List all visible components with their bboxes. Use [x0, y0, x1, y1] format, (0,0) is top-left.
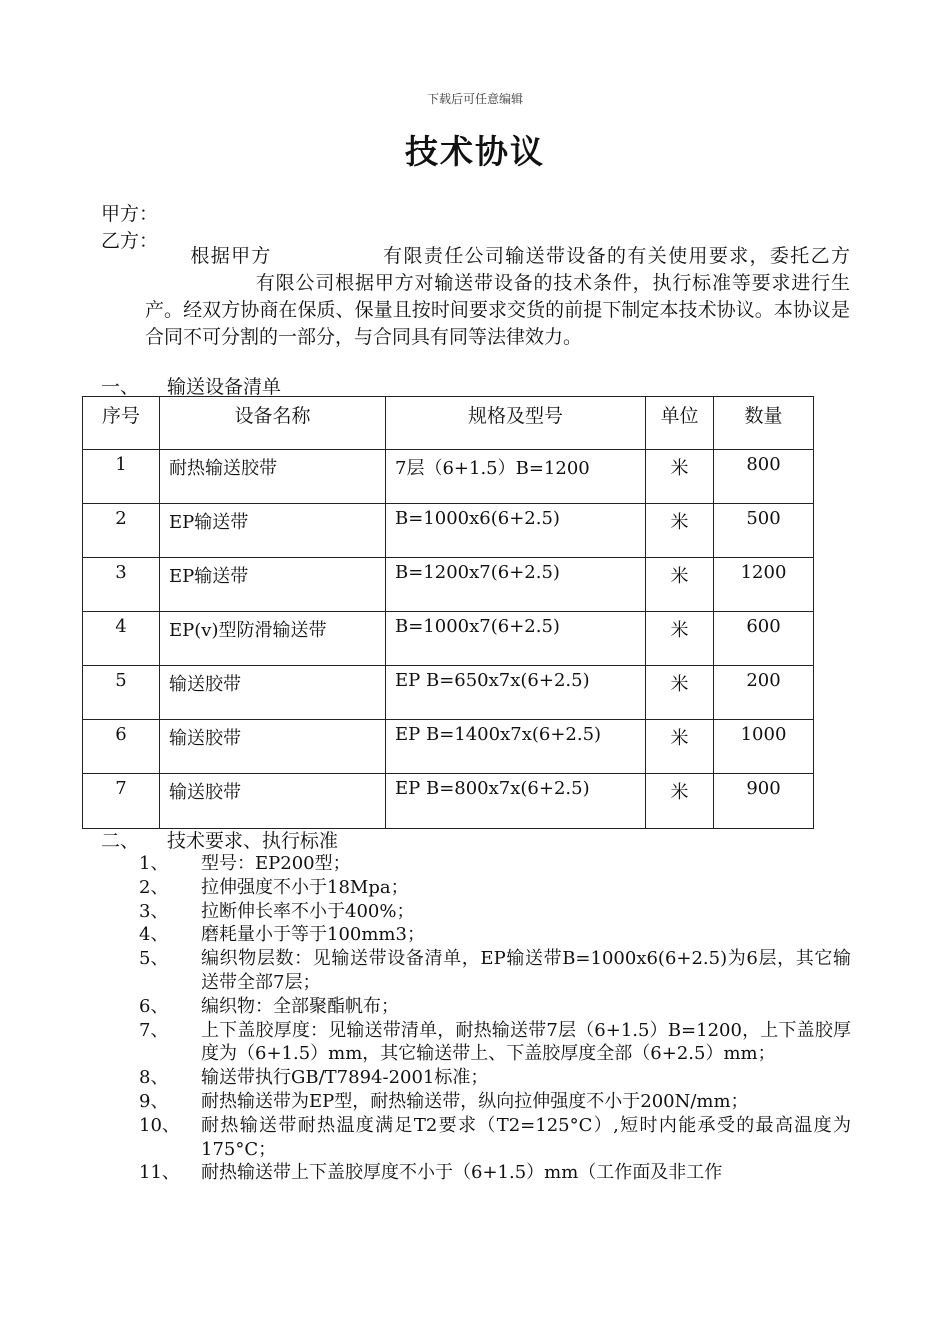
- item-number: 6、: [139, 995, 169, 1017]
- party-a-label: 甲方：: [101, 203, 159, 225]
- cell-quantity: 1000: [714, 720, 814, 774]
- item-number: 8、: [139, 1067, 169, 1089]
- list-item: [139, 1161, 851, 1185]
- list-item: [139, 852, 851, 876]
- table-row: [83, 504, 814, 558]
- table-header-row: [83, 397, 814, 450]
- item-text: 编织物：全部聚酯帆布；: [201, 995, 399, 1017]
- section-1-heading: [101, 372, 281, 399]
- requirements-list: [139, 852, 851, 1185]
- intro-paragraph: [145, 243, 850, 351]
- intro-text-2: 有限责任公司输送带设备的有关使用要求，委托乙方: [381, 245, 850, 267]
- cell-name: 输送胶带: [160, 666, 386, 720]
- cell-spec: B=1000x6(6+2.5): [386, 504, 646, 558]
- cell-index: 6: [83, 720, 160, 774]
- header-index: 序号: [83, 397, 160, 450]
- cell-spec: B=1200x7(6+2.5): [386, 558, 646, 612]
- cell-unit: 米: [646, 720, 714, 774]
- list-item: [139, 947, 851, 995]
- cell-quantity: 200: [714, 666, 814, 720]
- cell-unit: 米: [646, 558, 714, 612]
- header-spec: 规格及型号: [386, 397, 646, 450]
- party-b-label: 乙方：: [101, 230, 159, 252]
- intro-text-3: 有限公司根据甲方对输送带设备的技术条件，执行标准等要求进行生产。经双方协商在保质、保量且按时间要求交货的前提下制定本技术协议。本协议是合同不可分割的一部分，与合同具有同等法律效力。: [145, 272, 850, 348]
- cell-spec: EP B=650x7x(6+2.5): [386, 666, 646, 720]
- cell-index: 7: [83, 774, 160, 829]
- list-item: [139, 1090, 851, 1114]
- cell-name: 输送胶带: [160, 720, 386, 774]
- item-number: 7、: [139, 1019, 169, 1041]
- list-item: [139, 1066, 851, 1090]
- table-row: [83, 450, 814, 504]
- item-number: 5、: [139, 948, 169, 970]
- cell-spec: EP B=800x7x(6+2.5): [386, 774, 646, 829]
- section-number: 二、: [101, 830, 140, 852]
- item-number: 11、: [139, 1162, 180, 1184]
- item-number: 4、: [139, 924, 169, 946]
- list-item: [139, 900, 851, 924]
- cell-index: 5: [83, 666, 160, 720]
- item-text: 耐热输送带耐热温度满足T2要求（T2=125°C）,短时内能承受的最高温度为175°C；: [201, 1114, 851, 1160]
- cell-unit: 米: [646, 612, 714, 666]
- header-note: 下载后可任意编辑: [426, 92, 523, 106]
- section-number: 一、: [101, 376, 140, 398]
- item-text: 耐热输送带为EP型，耐热输送带，纵向拉伸强度不小于200N/mm；: [201, 1090, 749, 1112]
- cell-quantity: 600: [714, 612, 814, 666]
- header-unit: 单位: [646, 397, 714, 450]
- cell-name: 耐热输送胶带: [160, 450, 386, 504]
- item-text: 上下盖胶厚度：见输送带清单，耐热输送带7层（6+1.5）B=1200，上下盖胶厚度为（6+1.5）mm，其它输送带上、下盖胶厚度全部（6+2.5）mm；: [201, 1019, 851, 1065]
- cell-quantity: 800: [714, 450, 814, 504]
- cell-spec: B=1000x7(6+2.5): [386, 612, 646, 666]
- intro-text-1: 根据甲方: [189, 245, 272, 267]
- cell-quantity: 1200: [714, 558, 814, 612]
- header-quantity: 数量: [714, 397, 814, 450]
- cell-index: 3: [83, 558, 160, 612]
- list-item: [139, 923, 851, 947]
- document-title: 技术协议: [405, 132, 545, 171]
- item-text: 输送带执行GB/T7894-2001标准；: [201, 1067, 489, 1089]
- cell-quantity: 900: [714, 774, 814, 829]
- item-text: 拉伸强度不小于18Mpa；: [201, 876, 409, 898]
- cell-spec: EP B=1400x7x(6+2.5): [386, 720, 646, 774]
- section-title: 技术要求、执行标准: [167, 830, 339, 852]
- table-row: [83, 666, 814, 720]
- cell-name: EP输送带: [160, 558, 386, 612]
- equipment-table: [82, 396, 814, 829]
- cell-unit: 米: [646, 504, 714, 558]
- item-number: 9、: [139, 1090, 169, 1112]
- item-text: 型号：EP200型；: [201, 853, 351, 874]
- cell-name: 输送胶带: [160, 774, 386, 829]
- item-number: 10、: [139, 1114, 180, 1136]
- section-title: 输送设备清单: [167, 376, 282, 398]
- list-item: [139, 1019, 851, 1067]
- cell-name: EP输送带: [160, 504, 386, 558]
- header-name: 设备名称: [160, 397, 386, 450]
- item-text: 磨耗量小于等于100mm3；: [201, 924, 425, 946]
- cell-index: 4: [83, 612, 160, 666]
- item-number: 2、: [139, 876, 169, 898]
- item-number: 1、: [139, 853, 169, 874]
- item-number: 3、: [139, 900, 169, 922]
- cell-name: EP(v)型防滑输送带: [160, 612, 386, 666]
- cell-index: 2: [83, 504, 160, 558]
- item-text: 拉断伸长率不小于400%；: [201, 900, 415, 922]
- table-row: [83, 774, 814, 829]
- cell-index: 1: [83, 450, 160, 504]
- item-text: 耐热输送带上下盖胶厚度不小于（6+1.5）mm（工作面及非工作: [201, 1162, 723, 1184]
- table-row: [83, 720, 814, 774]
- cell-spec: 7层（6+1.5）B=1200: [386, 450, 646, 504]
- list-item: [139, 876, 851, 900]
- cell-unit: 米: [646, 666, 714, 720]
- list-item: [139, 995, 851, 1019]
- list-item: [139, 1114, 851, 1162]
- cell-quantity: 500: [714, 504, 814, 558]
- cell-unit: 米: [646, 774, 714, 829]
- cell-unit: 米: [646, 450, 714, 504]
- section-2-heading: [101, 826, 338, 853]
- table-row: [83, 612, 814, 666]
- item-text: 编织物层数：见输送带设备清单，EP输送带B=1000x6(6+2.5)为6层，其它输送带全部7层；: [201, 948, 851, 993]
- table-row: [83, 558, 814, 612]
